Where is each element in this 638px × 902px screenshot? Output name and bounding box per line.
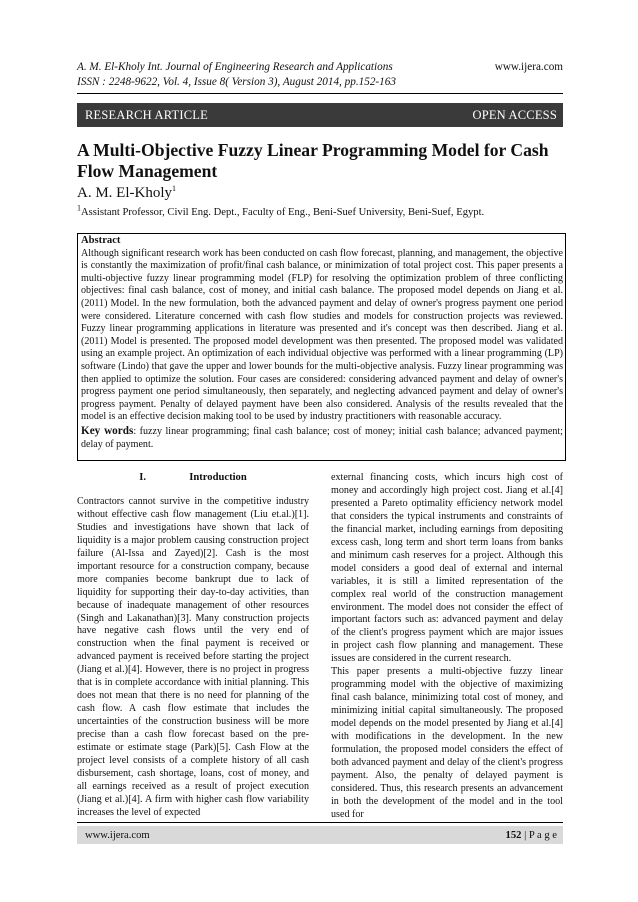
research-article-label: RESEARCH ARTICLE xyxy=(85,107,208,122)
left-column xyxy=(77,472,309,820)
affiliation-text: Assistant Professor, Civil Eng. Dept., Faculty of Eng., Beni-Suef University, Beni-Suef, Egypt. xyxy=(81,207,485,218)
keywords-line xyxy=(81,425,563,451)
right-column xyxy=(331,472,563,822)
issn-line: ISSN : 2248-9622, Vol. 4, Issue 8( Version 3), August 2014, pp.152-163 xyxy=(77,76,396,88)
author-superscript: 1 xyxy=(172,184,176,193)
keywords-label: Key words xyxy=(81,424,134,437)
header-divider xyxy=(77,93,563,94)
section-number: I. xyxy=(139,472,147,483)
footer-site-link[interactable]: www.ijera.com xyxy=(85,829,150,841)
running-header xyxy=(77,60,563,90)
intro-paragraph-3: This paper presents a multi-objective fuzzy linear programming model with the objective of maximizing final cash balance, minimizing total cost of money, and minimizing initial capital simultaneously. The proposed model depends on the model presented by Jiang et al.[4] with modifications in the development. In the new formulation, the proposed model considers the effect of both advanced payment and delay of the client's progress payment. Also, the penalty of delayed payment is considered. Thus, this research presents an advancement in both the development of the model and in the tool used for xyxy=(331,666,563,820)
author-line xyxy=(77,185,176,202)
page-footer xyxy=(77,826,563,844)
footer-divider xyxy=(77,822,563,823)
page-indicator xyxy=(506,830,557,841)
section-title: Introduction xyxy=(189,472,247,483)
author-name: A. M. El-Kholy xyxy=(77,185,172,201)
keywords-text: : fuzzy linear programming; final cash balance; cost of money; initial cash balance; advanced payment; delay of payment. xyxy=(81,425,563,450)
abstract-text: Although significant research work has been conducted on cash flow forecast, planning, and management, the objective is constantly the maximization of profit/final cash balance, or minimization of total project cost. This paper presents a multi-objective fuzzy linear programming model (FLP) for resolving the optimization problem of three conflicting objectives: final cash balance, cost of money, and initial cash balance. The proposed model depends on Jiang et al. (2011) Model. In the new formulation, both the advanced payment and delay of owner's progress payment one period were considered. Literature concerned with cash flow studies and models for construction projects was reviewed. Fuzzy linear programming applications in literature was presented and it's concept was then described. Jiang et al. (2011) Model is presented. The proposed model development was then presented. The proposed model was validated using an example project. An optimization of each individual objective was performed with a linear programming (LP) software (Lindo) that gave the upper and lower bounds for the multi-objective analysis. Fuzzy linear programming was then applied to optimize the solution. Four cases are considered: considering advanced payment and delay of owner's progress payment one period simultaneously, then separately, and neglecting advanced payment and delay of owner's progress payment. Penalty of delayed payment have been also considered. Analysis of the results revealed that the model is an effective decision making tool to be used by industry practitioners with reasonable accuracy. xyxy=(81,247,563,423)
page-label: | P a g e xyxy=(521,829,557,841)
abstract-box xyxy=(77,233,566,461)
abstract-heading: Abstract xyxy=(81,235,121,246)
page-number: 152 xyxy=(505,829,522,841)
intro-paragraph-1: Contractors cannot survive in the competitive industry without effective cash flow management (Liu et.al.)[1]. Studies and investigations have shown that lack of liquidity is a major problem causing construction project failure (Al-Issa and Zayed)[2]. Cash is the most important resource for a construction company, because more companies become bankrupt due to lack of liquidity for supporting their day-to-day activities, than because of inadequate management of other resources (Singh and Lakanathan)[3]. Many construction projects have negative cash flows until the very end of construction when the final payment is received or advanced payment is received before starting the project (Jiang et al.)[4]. However, there is no project in progress that is in complete accordance with initial planning. This does not mean that there is no need for planning of the cash flow. A cash flow estimate that includes the uncertainties of the construction business will be more precise than a cash flow forecast based on the pre-estimate or estimate stage (Park)[5]. Cash Flow at the project level consists of a complete history of all cash disbursement, cash shortage, loans, cost of money, and all earnings received as a result of project execution (Jiang et al.)[4]. A firm with higher cash flow variability increases the level of expected xyxy=(77,495,309,818)
header-site-link[interactable]: www.ijera.com xyxy=(494,61,563,73)
paper-title: A Multi-Objective Fuzzy Linear Programming Model for Cash Flow Management xyxy=(77,140,549,181)
section-heading xyxy=(77,472,309,485)
open-access-label: OPEN ACCESS xyxy=(472,107,557,122)
journal-line: A. M. El-Kholy Int. Journal of Engineering Research and Applications xyxy=(77,61,393,73)
affiliation-superscript: 1 xyxy=(77,203,81,213)
intro-paragraph-2: external financing costs, which incurs high cost of money and accordingly high project cost. Jiang et al.[4] presented a Pareto optimality efficiency network model that considers the typical instruments and constraints of the financial market, including earnings from depositing excess cash, long term and short term loans from banks and minimum cash reserves for a project. Although this model considers a good deal of external and internal variables, it is still a limited representation of the complex real world of the construction management environment. The model does not consider the effect of important factors such as: advanced payment and delay of the client's progress payment which are major issues in project cash flow planning and management. These issues are considered in the current research. xyxy=(331,472,563,665)
article-type-banner xyxy=(77,103,563,127)
affiliation xyxy=(77,203,563,218)
